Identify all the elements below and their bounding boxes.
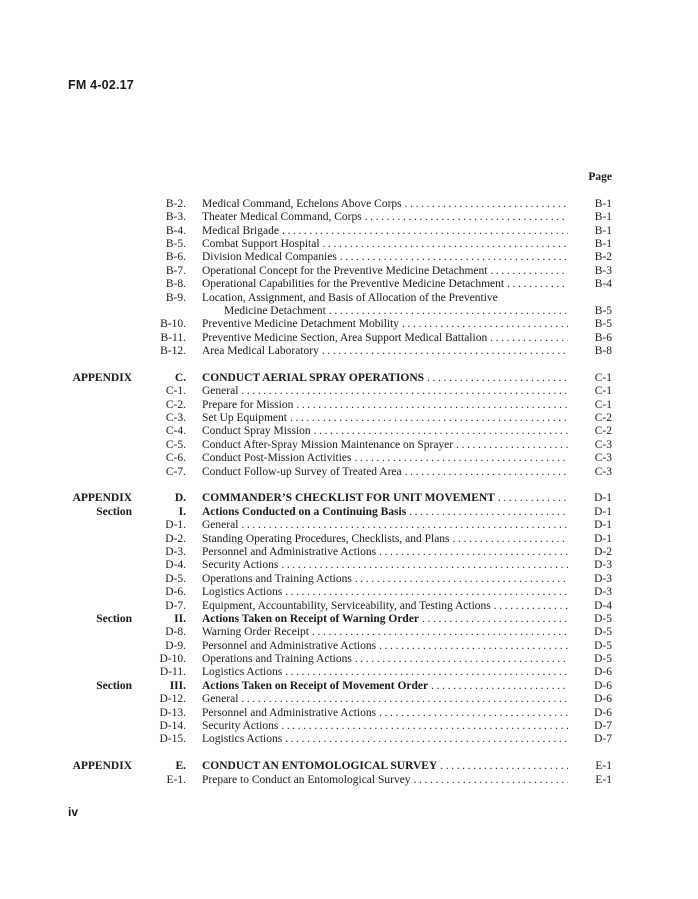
- toc-row-title: [186, 492, 568, 505]
- toc-row-label: [68, 265, 132, 278]
- toc-row-title-text: Actions Conducted on a Continuing Basis: [202, 505, 407, 518]
- toc-row-title: [186, 399, 568, 412]
- toc-row-page: B-5: [594, 304, 612, 317]
- toc-row-page: C-3: [594, 465, 612, 478]
- toc-group: [68, 372, 612, 479]
- toc-row-label: [68, 225, 132, 238]
- toc-row-number: D-11.: [159, 666, 186, 679]
- dot-leader: [431, 680, 568, 693]
- toc-row-title: [186, 292, 568, 305]
- dot-leader: [405, 198, 568, 211]
- toc-row-title: [186, 198, 568, 211]
- toc-row-number: I.: [178, 505, 186, 518]
- toc-row-title-text: Operations and Training Actions: [202, 572, 352, 585]
- toc-row-number: C.: [174, 371, 186, 384]
- toc-row-title: [186, 318, 568, 331]
- toc-row-page: B-8: [594, 345, 612, 358]
- toc-row-title: [186, 251, 568, 264]
- dot-leader: [281, 720, 568, 733]
- dot-leader: [355, 573, 568, 586]
- dot-leader: [440, 760, 568, 773]
- toc-row: [68, 318, 612, 331]
- toc-row-page: B-2: [594, 251, 612, 264]
- toc-row-title-text: Conduct After-Spray Mission Maintenance on Sprayer: [202, 438, 454, 451]
- toc-row-label: [68, 653, 132, 666]
- toc-row-label: [68, 452, 132, 465]
- toc-row: [68, 666, 612, 679]
- toc-row: [68, 600, 612, 613]
- toc-row-page: C-1: [594, 398, 612, 411]
- toc-row-title: [186, 720, 568, 733]
- toc-row-title: [186, 452, 568, 465]
- toc-row-number: E-1.: [166, 773, 186, 786]
- toc-row-label: [68, 211, 132, 224]
- toc-row-page: E-1: [595, 760, 612, 773]
- toc-row-number: D-10.: [159, 653, 186, 666]
- toc-row-title-text: General: [202, 385, 239, 398]
- page-column-header: Page: [588, 171, 612, 183]
- dot-leader: [490, 265, 568, 278]
- toc-row: [68, 640, 612, 653]
- toc-row: [68, 332, 612, 345]
- toc-row-page: D-1: [594, 505, 612, 518]
- dot-leader: [379, 546, 568, 559]
- toc-row: [68, 278, 612, 291]
- toc-row-page: B-1: [594, 211, 612, 224]
- toc-row-page: D-5: [594, 639, 612, 652]
- toc-row-title-text: Preventive Medicine Section, Area Support Medical Battalion: [202, 331, 488, 344]
- toc-row: [68, 265, 612, 278]
- doc-id-header: FM 4-02.17: [68, 78, 134, 92]
- toc-row-title-text: Actions Taken on Receipt of Movement Order: [202, 679, 429, 692]
- toc-row-title-text: Medical Command, Echelons Above Corps: [202, 197, 402, 210]
- toc-row-title: [186, 707, 568, 720]
- toc-row: [68, 733, 612, 746]
- toc-row-page: D-6: [594, 693, 612, 706]
- dot-leader: [290, 412, 568, 425]
- toc-row-title-text: Logistics Actions: [202, 586, 283, 599]
- toc-row-page: D-6: [594, 666, 612, 679]
- toc-row-title: [186, 506, 568, 519]
- toc-row: [68, 707, 612, 720]
- toc-row-number: C-1.: [165, 385, 186, 398]
- toc-row-title-text: General: [202, 693, 239, 706]
- toc-row-title-text: Security Actions: [202, 720, 279, 733]
- toc-row-page: D-3: [594, 559, 612, 572]
- dot-leader: [340, 251, 568, 264]
- toc-row-title: [186, 760, 568, 773]
- toc-row-page: D-6: [594, 679, 612, 692]
- toc-row-label: [68, 559, 132, 572]
- toc-row: [68, 238, 612, 251]
- toc-row-title: [186, 680, 568, 693]
- toc: [68, 198, 612, 787]
- toc-row-number: B-6.: [165, 251, 186, 264]
- toc-row-page: B-6: [594, 331, 612, 344]
- toc-row-title-text: Prepare to Conduct an Entomological Survey: [202, 773, 411, 786]
- toc-row-title: [186, 225, 568, 238]
- toc-row-title: [186, 626, 568, 639]
- toc-row: [68, 720, 612, 733]
- toc-row-title-text: Personnel and Administrative Actions: [202, 706, 377, 719]
- toc-row-page: D-1: [594, 532, 612, 545]
- toc-row-title: [186, 573, 568, 586]
- toc-row-page: B-1: [594, 197, 612, 210]
- table-of-contents: [68, 171, 612, 787]
- toc-row-page: C-3: [594, 452, 612, 465]
- toc-group: [68, 492, 612, 746]
- toc-row-page: C-2: [594, 425, 612, 438]
- toc-row-number: B-3.: [165, 211, 186, 224]
- dot-leader: [414, 774, 568, 787]
- toc-row-page: D-7: [594, 733, 612, 746]
- toc-group: [68, 198, 612, 359]
- toc-row-label: [68, 533, 132, 546]
- toc-row: [68, 626, 612, 639]
- toc-row: [68, 774, 612, 787]
- toc-row-page: B-1: [594, 237, 612, 250]
- toc-row-label: [68, 693, 132, 706]
- toc-row-title-text: Medical Brigade: [202, 224, 279, 237]
- toc-row-title-text: Preventive Medicine Detachment Mobility: [202, 318, 400, 331]
- toc-row-label: [68, 546, 132, 559]
- toc-row-number: D-5.: [165, 572, 186, 585]
- toc-row-title-text: Operational Concept for the Preventive Medicine Detachment: [202, 264, 488, 277]
- toc-row-label: [68, 774, 132, 787]
- toc-row: [68, 573, 612, 586]
- toc-row-label: [68, 399, 132, 412]
- toc-row: [68, 385, 612, 398]
- toc-row-number: D-14.: [159, 720, 186, 733]
- toc-row-title: [186, 425, 568, 438]
- toc-row-number: C-7.: [165, 465, 186, 478]
- toc-row-page: B-1: [594, 224, 612, 237]
- toc-row-label: [68, 640, 132, 653]
- toc-row-label: [68, 666, 132, 679]
- toc-row: [68, 533, 612, 546]
- toc-row-title-text: Personnel and Administrative Actions: [202, 639, 377, 652]
- toc-row-number: D.: [174, 492, 186, 505]
- toc-row-title-text: Logistics Actions: [202, 733, 283, 746]
- toc-row-title: [186, 733, 568, 746]
- toc-row-page: B-3: [594, 264, 612, 277]
- toc-row-label: [68, 720, 132, 733]
- toc-row-label: [68, 733, 132, 746]
- dot-leader: [422, 613, 568, 626]
- dot-leader: [355, 452, 568, 465]
- toc-row-number: [132, 305, 186, 318]
- toc-row-number: B-5.: [165, 237, 186, 250]
- toc-row-title-text: CONDUCT AN ENTOMOLOGICAL SURVEY: [202, 760, 438, 773]
- toc-row: [68, 653, 612, 666]
- toc-row-title-text: Personnel and Administrative Actions: [202, 545, 377, 558]
- toc-row-title-text: CONDUCT AERIAL SPRAY OPERATIONS: [202, 371, 425, 384]
- toc-row-label: Section: [96, 612, 132, 625]
- toc-row-title-text: Theater Medical Command, Corps: [202, 211, 362, 224]
- toc-row-label: [68, 466, 132, 479]
- toc-row-title-text: Set Up Equipment: [202, 412, 287, 425]
- toc-row: [68, 399, 612, 412]
- toc-row-label: [68, 586, 132, 599]
- dot-leader: [285, 733, 568, 746]
- toc-row-label: [68, 425, 132, 438]
- toc-row-number: C-6.: [165, 452, 186, 465]
- toc-row-title: [186, 265, 568, 278]
- toc-row-label: [68, 573, 132, 586]
- folio-page-number: iv: [68, 805, 79, 819]
- toc-row-title: [186, 640, 568, 653]
- toc-row-number: D-2.: [165, 532, 186, 545]
- dot-leader: [365, 211, 568, 224]
- dot-leader: [490, 332, 568, 345]
- toc-row-number: B-9.: [165, 291, 186, 304]
- toc-row-label: APPENDIX: [72, 371, 132, 384]
- dot-leader: [296, 399, 568, 412]
- toc-row-page: C-1: [594, 371, 612, 384]
- toc-row: [68, 506, 612, 519]
- toc-row-title: [186, 439, 568, 452]
- toc-row-title-text: Conduct Follow-up Survey of Treated Area: [202, 465, 402, 478]
- toc-row: [68, 425, 612, 438]
- toc-group: [68, 760, 612, 787]
- dot-leader: [322, 345, 568, 358]
- toc-row-title-text: Operational Capabilities for the Preventive Medicine Detachment: [202, 278, 505, 291]
- toc-row: [68, 680, 612, 693]
- dot-leader: [241, 693, 568, 706]
- toc-row-title: [186, 385, 568, 398]
- toc-row-number: D-13.: [159, 706, 186, 719]
- dot-leader: [323, 238, 568, 251]
- toc-row-number: D-9.: [165, 639, 186, 652]
- toc-row-title-text: Area Medical Laboratory: [202, 345, 319, 358]
- toc-row-number: C-2.: [165, 398, 186, 411]
- toc-row-label: [68, 412, 132, 425]
- toc-row-title: [186, 278, 568, 291]
- toc-row-label: APPENDIX: [72, 492, 132, 505]
- toc-row: [68, 372, 612, 385]
- toc-row: [68, 559, 612, 572]
- toc-row-number: E.: [175, 760, 186, 773]
- toc-row-title: [186, 211, 568, 224]
- dot-leader: [281, 559, 568, 572]
- toc-row: [68, 452, 612, 465]
- toc-row-title: [186, 372, 568, 385]
- toc-row: [68, 439, 612, 452]
- toc-row-number: D-12.: [159, 693, 186, 706]
- toc-row-label: [68, 318, 132, 331]
- toc-row-title: [186, 533, 568, 546]
- toc-row-title-text: Actions Taken on Receipt of Warning Order: [202, 612, 420, 625]
- toc-row-label: [68, 238, 132, 251]
- toc-row-number: B-8.: [165, 278, 186, 291]
- toc-row-title-text: Warning Order Receipt: [202, 626, 310, 639]
- toc-row-number: D-4.: [165, 559, 186, 572]
- toc-row: [68, 492, 612, 505]
- toc-row: [68, 211, 612, 224]
- dot-leader: [402, 318, 568, 331]
- dot-leader: [329, 305, 568, 318]
- toc-row-number: C-5.: [165, 438, 186, 451]
- toc-row: [68, 412, 612, 425]
- dot-leader: [427, 372, 568, 385]
- toc-row-page: C-3: [594, 438, 612, 451]
- toc-row-page: D-3: [594, 572, 612, 585]
- toc-row-title: [186, 332, 568, 345]
- toc-row-title: [186, 666, 568, 679]
- dot-leader: [285, 586, 568, 599]
- toc-row-number: D-15.: [159, 733, 186, 746]
- dot-leader: [241, 519, 568, 532]
- toc-row-title: [186, 586, 568, 599]
- toc-row-title-text: Operations and Training Actions: [202, 653, 352, 666]
- toc-row-title: [186, 305, 568, 318]
- toc-row-page: D-2: [594, 545, 612, 558]
- toc-row-number: B-12.: [160, 345, 186, 358]
- toc-row-title-text: Medicine Detachment: [224, 304, 326, 317]
- toc-row-title: [186, 653, 568, 666]
- dot-leader: [456, 439, 568, 452]
- toc-row-number: II.: [174, 612, 186, 625]
- toc-row-page: D-1: [594, 492, 612, 505]
- toc-row-label: [68, 519, 132, 532]
- dot-leader: [379, 640, 568, 653]
- toc-row-title: [186, 693, 568, 706]
- toc-row: [68, 466, 612, 479]
- toc-row-title: [186, 774, 568, 787]
- toc-row-page: D-7: [594, 720, 612, 733]
- toc-row-page: D-4: [594, 599, 612, 612]
- toc-row-label: [68, 439, 132, 452]
- toc-row-title: [186, 600, 568, 613]
- toc-row-page: C-2: [594, 412, 612, 425]
- dot-leader: [282, 225, 568, 238]
- toc-row-page: D-1: [594, 519, 612, 532]
- toc-row-number: B-11.: [160, 331, 186, 344]
- toc-row-number: D-7.: [165, 599, 186, 612]
- toc-row-page: E-1: [595, 773, 612, 786]
- toc-row-title: [186, 466, 568, 479]
- dot-leader: [507, 278, 568, 291]
- toc-row-label: [68, 251, 132, 264]
- toc-row: [68, 345, 612, 358]
- toc-row: [68, 693, 612, 706]
- dot-leader: [405, 466, 568, 479]
- toc-row-title: [186, 559, 568, 572]
- toc-row-title-text: Combat Support Hospital: [202, 237, 320, 250]
- toc-row-page: C-1: [594, 385, 612, 398]
- toc-row-label: [68, 385, 132, 398]
- toc-row-page: B-5: [594, 318, 612, 331]
- toc-row: [68, 225, 612, 238]
- toc-row: [68, 251, 612, 264]
- toc-row: [68, 305, 612, 318]
- toc-row-title-text: Equipment, Accountability, Serviceability, and Testing Actions: [202, 599, 491, 612]
- toc-row-title: [186, 546, 568, 559]
- toc-row: [68, 760, 612, 773]
- toc-row-title-text: Logistics Actions: [202, 666, 283, 679]
- toc-row-label: [68, 626, 132, 639]
- toc-row-number: D-8.: [165, 626, 186, 639]
- toc-row-label: Section: [96, 679, 132, 692]
- toc-row: [68, 613, 612, 626]
- toc-row-label: APPENDIX: [72, 760, 132, 773]
- toc-row-title-text: Standing Operating Procedures, Checklists, and Plans: [202, 532, 450, 545]
- toc-row-label: [68, 345, 132, 358]
- toc-row-number: B-7.: [165, 264, 186, 277]
- toc-row-number: D-6.: [165, 586, 186, 599]
- toc-row-title: [186, 519, 568, 532]
- toc-row-label: [68, 332, 132, 345]
- toc-row-title-text: Security Actions: [202, 559, 279, 572]
- toc-row-page: D-5: [594, 626, 612, 639]
- toc-row-title: [186, 613, 568, 626]
- toc-row-title: [186, 238, 568, 251]
- toc-row-title: [186, 345, 568, 358]
- toc-row-number: D-1.: [165, 519, 186, 532]
- toc-row-label: Section: [96, 505, 132, 518]
- toc-row: [68, 546, 612, 559]
- toc-row-number: B-4.: [165, 224, 186, 237]
- toc-row-title-text: COMMANDER’S CHECKLIST FOR UNIT MOVEMENT: [202, 492, 495, 505]
- toc-row-title: [186, 412, 568, 425]
- toc-row: [68, 519, 612, 532]
- dot-leader: [379, 707, 568, 720]
- toc-row-label: [68, 600, 132, 613]
- dot-leader: [494, 600, 568, 613]
- toc-row-page: D-6: [594, 706, 612, 719]
- toc-row-number: III.: [169, 679, 186, 692]
- toc-row-label: [68, 198, 132, 211]
- toc-row-page: D-3: [594, 586, 612, 599]
- toc-row-page: D-5: [594, 653, 612, 666]
- toc-row-page: B-4: [594, 278, 612, 291]
- dot-leader: [498, 492, 568, 505]
- toc-row-label: [68, 707, 132, 720]
- toc-row: [68, 292, 612, 305]
- toc-row-number: B-10.: [160, 318, 186, 331]
- toc-row-number: C-4.: [165, 425, 186, 438]
- toc-row-title-text: General: [202, 519, 239, 532]
- toc-row-title-text: Division Medical Companies: [202, 251, 337, 264]
- toc-row-title-text: Conduct Spray Mission: [202, 425, 311, 438]
- dot-leader: [409, 506, 568, 519]
- dot-leader: [241, 385, 568, 398]
- toc-row-label: [68, 305, 132, 318]
- toc-row: [68, 586, 612, 599]
- toc-row-number: C-3.: [165, 412, 186, 425]
- toc-row-page: D-5: [594, 612, 612, 625]
- toc-row-title-text: Location, Assignment, and Basis of Allocation of the Preventive: [202, 291, 498, 304]
- toc-row-number: D-3.: [165, 545, 186, 558]
- dot-leader: [453, 533, 568, 546]
- toc-row-label: [68, 292, 132, 305]
- toc-row-number: B-2.: [165, 197, 186, 210]
- dot-leader: [285, 666, 568, 679]
- dot-leader: [314, 425, 568, 438]
- dot-leader: [355, 653, 568, 666]
- toc-row-page: [568, 292, 612, 305]
- toc-row-label: [68, 278, 132, 291]
- toc-row: [68, 198, 612, 211]
- toc-row-title-text: Conduct Post-Mission Activities: [202, 452, 352, 465]
- toc-row-title-text: Prepare for Mission: [202, 398, 294, 411]
- dot-leader: [312, 626, 568, 639]
